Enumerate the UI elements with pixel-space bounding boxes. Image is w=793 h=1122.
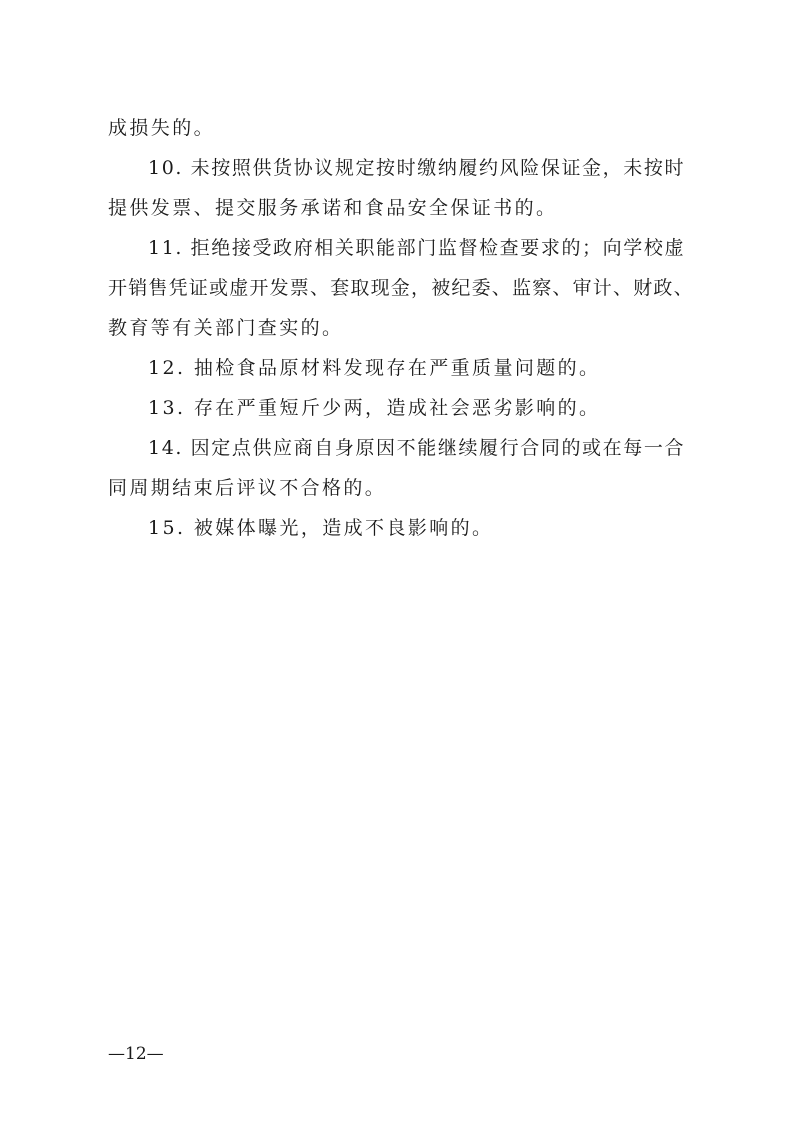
page-number: —12— <box>108 1044 164 1064</box>
text-line-1: 成损失的。 <box>108 117 216 139</box>
item-11-line-3: 教育等有关部门查实的。 <box>108 317 344 339</box>
item-12-line-1: 12. 抽检食品原材料发现存在严重质量问题的。 <box>148 357 601 379</box>
item-14-line-1: 14. 因定点供应商自身原因不能继续履行合同的或在每一合 <box>148 437 686 459</box>
item-10-line-1: 10. 未按照供货协议规定按时缴纳履约风险保证金，未按时 <box>148 157 686 179</box>
item-11-line-1: 11. 拒绝接受政府相关职能部门监督检查要求的；向学校虚 <box>148 237 686 259</box>
item-14-line-2: 同周期结束后评议不合格的。 <box>108 477 387 499</box>
item-11-line-2: 开销售凭证或虚开发票、套取现金，被纪委、监察、审计、财政、 <box>108 277 694 299</box>
item-15-line-1: 15. 被媒体曝光，造成不良影响的。 <box>148 517 494 539</box>
item-10-line-2: 提供发票、提交服务承诺和食品安全保证书的。 <box>108 197 558 219</box>
item-13-line-1: 13. 存在严重短斤少两，造成社会恶劣影响的。 <box>148 397 601 419</box>
